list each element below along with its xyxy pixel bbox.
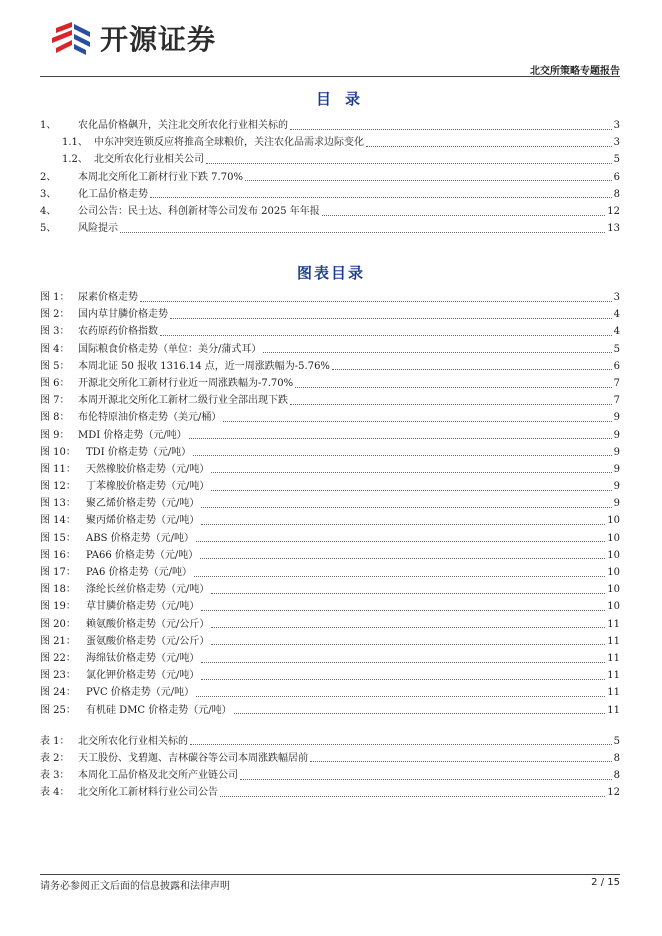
report-type-label: 北交所策略专题报告 (530, 66, 620, 77)
leader-dots (295, 386, 611, 388)
toc-entry-text: 中东冲突连锁反应将推高全球粮价，关注农化品需求边际变化 (94, 137, 364, 149)
leader-dots (150, 196, 612, 198)
figure-number: 图 4： (40, 343, 70, 355)
figure-page: 6 (613, 360, 620, 372)
figure-page: 11 (607, 687, 620, 699)
figure-entry[interactable] (40, 392, 620, 409)
figure-page: 10 (607, 515, 620, 527)
table-entry[interactable] (40, 750, 620, 767)
figure-caption: ABS 价格走势（元/吨） (86, 532, 194, 544)
leader-dots (201, 678, 605, 680)
figure-number: 图 17： (40, 567, 76, 578)
leader-dots (240, 778, 612, 780)
leader-dots (140, 300, 612, 302)
table-caption: 本周化工品价格及北交所产业链公司 (78, 770, 238, 782)
leader-dots (223, 420, 611, 422)
figure-page: 10 (607, 532, 620, 544)
figure-page: 7 (613, 395, 620, 407)
leader-dots (201, 661, 605, 663)
figure-caption: PA66 价格走势（元/吨） (86, 549, 199, 561)
figure-entry[interactable] (40, 581, 620, 598)
table-caption: 天工股份、戈碧迦、吉林碳谷等公司本周涨跌幅居前 (78, 752, 308, 764)
toc-entry[interactable] (40, 169, 620, 186)
figure-caption: 聚乙烯价格走势（元/吨） (86, 498, 200, 510)
figure-entry[interactable] (40, 702, 620, 719)
leader-dots (206, 162, 612, 164)
leader-dots (245, 179, 612, 181)
figure-number: 图 2： (40, 309, 70, 321)
figure-entry[interactable] (40, 633, 620, 650)
figure-entry[interactable] (40, 512, 620, 529)
toc-entry[interactable] (40, 134, 620, 151)
figure-number: 图 13： (40, 498, 76, 510)
figure-number: 图 8： (40, 412, 70, 424)
leader-dots (201, 523, 605, 525)
figure-entry[interactable] (40, 306, 620, 323)
leader-dots (170, 317, 612, 319)
figure-page: 11 (607, 652, 620, 664)
figure-caption: 国际粮食价格走势（单位：美分/蒲式耳） (78, 343, 262, 355)
leader-dots (290, 403, 612, 405)
leader-dots (193, 454, 611, 456)
section-gap (40, 719, 620, 733)
toc-entry-number: 1、 (40, 120, 57, 131)
table-caption: 北交所农化行业相关标的 (78, 735, 188, 747)
figure-page: 11 (607, 704, 620, 716)
figure-entry[interactable] (40, 495, 620, 512)
figure-entry[interactable] (40, 323, 620, 340)
figure-entry[interactable] (40, 667, 620, 684)
figure-number: 图 16： (40, 549, 76, 561)
figure-number: 图 14： (40, 515, 76, 527)
figure-number: 图 24： (40, 687, 76, 699)
figure-caption: 草甘膦价格走势（元/吨） (86, 601, 200, 613)
leader-dots (322, 214, 605, 216)
leader-dots (120, 231, 605, 233)
figure-caption: TDI 价格走势（元/吨） (86, 446, 192, 458)
figure-number: 图 23： (40, 670, 76, 682)
table-page: 8 (613, 770, 620, 782)
table-number: 表 4： (40, 787, 70, 799)
figure-number: 图 6： (40, 377, 70, 389)
figure-page: 9 (613, 498, 620, 510)
figure-number: 图 5： (40, 360, 70, 372)
toc-entry-text: 本周北交所化工新材行业下跌 7.70% (78, 171, 243, 183)
toc-entry-page: 12 (607, 205, 620, 217)
figure-number: 图 25： (40, 704, 76, 716)
figure-page: 11 (607, 618, 620, 630)
leader-dots (211, 489, 611, 491)
toc-entry[interactable] (40, 220, 620, 237)
figure-caption: 聚丙烯价格走势（元/吨） (86, 515, 200, 527)
leader-dots (196, 540, 605, 542)
toc-entry-text: 化工品价格走势 (78, 188, 148, 200)
toc-entry-text: 农化品价格飙升，关注北交所农化行业相关标的 (78, 120, 288, 131)
footer-disclaimer: 请务必参阅正文后面的信息披露和法律声明 (40, 881, 230, 892)
figure-caption: 有机硅 DMC 价格走势（元/吨） (86, 704, 232, 716)
leader-dots (200, 557, 605, 559)
figure-page: 9 (613, 463, 620, 475)
figure-list (40, 289, 620, 801)
figure-entry[interactable] (40, 530, 620, 547)
toc-entry-page: 6 (613, 171, 620, 183)
toc-entry-page: 3 (613, 120, 620, 131)
figure-entry[interactable] (40, 684, 620, 701)
figure-caption: 本周北证 50 报收 1316.14 点，近一周涨跌幅为-5.76% (78, 360, 330, 372)
figure-caption: 氯化钾价格走势（元/吨） (86, 670, 200, 682)
figure-number: 图 1： (40, 292, 70, 303)
figure-entry[interactable] (40, 650, 620, 667)
leader-dots (290, 128, 612, 130)
header-divider (40, 76, 620, 77)
toc-entry-number: 1.1、 (62, 137, 88, 149)
table-number: 表 1： (40, 735, 70, 747)
figure-entry[interactable] (40, 375, 620, 392)
figure-entry[interactable] (40, 289, 620, 306)
table-page: 12 (607, 787, 620, 799)
leader-dots (196, 695, 605, 697)
figure-entry[interactable] (40, 358, 620, 375)
leader-dots (211, 471, 611, 473)
toc-entry-number: 1.2、 (62, 154, 88, 166)
leader-dots (310, 760, 612, 762)
toc-entry[interactable] (40, 151, 620, 168)
toc-entry-number: 2、 (40, 171, 57, 183)
figure-number: 图 7： (40, 395, 70, 407)
figures-title: 图表目录 (296, 264, 365, 282)
leader-dots (211, 643, 605, 645)
figure-page: 9 (613, 481, 620, 493)
table-page: 5 (613, 735, 620, 747)
leader-dots (201, 609, 605, 611)
figure-page: 5 (613, 343, 620, 355)
figure-caption: 赖氨酸价格走势（元/公斤） (86, 618, 210, 630)
leader-dots (160, 334, 612, 336)
company-logo (50, 18, 216, 58)
figure-number: 图 9： (40, 429, 70, 441)
figure-caption: 涤纶长丝价格走势（元/吨） (86, 584, 210, 596)
leader-dots (263, 351, 611, 353)
figure-caption: 丁苯橡胶价格走势（元/吨） (86, 481, 210, 493)
table-entry[interactable] (40, 733, 620, 750)
figure-page: 4 (613, 326, 620, 338)
table-entry[interactable] (40, 767, 620, 784)
leader-dots (234, 712, 606, 714)
figure-caption: 开源北交所化工新材行业近一周涨跌幅为-7.70% (78, 377, 294, 389)
figure-page: 9 (613, 412, 620, 424)
leader-dots (211, 626, 605, 628)
leader-dots (194, 575, 605, 577)
figure-page: 9 (613, 429, 620, 441)
toc-entry-number: 4、 (40, 205, 57, 217)
table-number: 表 2： (40, 752, 70, 764)
figure-entry[interactable] (40, 341, 620, 358)
table-entry[interactable] (40, 784, 620, 801)
figure-number: 图 11： (40, 463, 76, 475)
figure-page: 11 (607, 635, 620, 647)
toc-list (40, 117, 620, 237)
toc-entry-page: 5 (613, 154, 620, 166)
figure-page: 10 (607, 549, 620, 561)
figure-number: 图 10： (40, 446, 76, 458)
figure-caption: 天然橡胶价格走势（元/吨） (86, 463, 210, 475)
figure-number: 图 15： (40, 532, 76, 544)
figure-caption: 农药原药价格指数 (78, 326, 158, 338)
figure-caption: MDI 价格走势（元/吨） (78, 429, 187, 441)
toc-entry-page: 8 (613, 188, 620, 200)
figure-entry[interactable] (40, 409, 620, 426)
leader-dots (201, 506, 611, 508)
toc-entry-page: 13 (607, 223, 620, 235)
toc-entry-text: 风险提示 (78, 223, 118, 235)
toc-entry[interactable] (40, 186, 620, 203)
figure-entry[interactable] (40, 598, 620, 615)
toc-entry-number: 3、 (40, 188, 57, 200)
table-caption: 北交所化工新材料行业公司公告 (78, 787, 218, 799)
figure-page: 4 (613, 309, 620, 321)
figure-page: 3 (613, 292, 620, 303)
figure-caption: 海绵钛价格走势（元/吨） (86, 652, 200, 664)
figure-number: 图 19： (40, 601, 76, 613)
figure-caption: 国内草甘膦价格走势 (78, 309, 168, 321)
toc-entry-text: 公司公告：民士达、科创新材等公司发布 2025 年年报 (78, 205, 320, 217)
figure-number: 图 22： (40, 652, 76, 664)
leader-dots (190, 743, 612, 745)
figure-entry[interactable] (40, 616, 620, 633)
leader-dots (220, 795, 605, 797)
toc-entry-text: 北交所农化行业相关公司 (94, 154, 204, 166)
figure-entry[interactable] (40, 564, 620, 581)
leader-dots (332, 368, 612, 370)
figure-caption: PA6 价格走势（元/吨） (86, 567, 192, 578)
figure-caption: 蛋氨酸价格走势（元/公斤） (86, 635, 210, 647)
page-indicator: 2 / 15 (591, 877, 620, 888)
figure-page: 10 (607, 601, 620, 613)
leader-dots (211, 592, 605, 594)
figure-entry[interactable] (40, 461, 620, 478)
figure-number: 图 20： (40, 618, 76, 630)
figure-entry[interactable] (40, 444, 620, 461)
figure-page: 10 (607, 584, 620, 596)
figure-number: 图 3： (40, 326, 70, 338)
table-page: 8 (613, 752, 620, 764)
toc-entry-page: 3 (613, 137, 620, 149)
figure-page: 10 (607, 567, 620, 578)
toc-entry[interactable] (40, 117, 620, 134)
logo-mark-icon (50, 18, 94, 58)
leader-dots (366, 145, 612, 147)
figure-entry[interactable] (40, 427, 620, 444)
figure-number: 图 18： (40, 584, 76, 596)
toc-entry[interactable] (40, 203, 620, 220)
leader-dots (189, 437, 612, 439)
logo-text: 开源证券 (100, 23, 217, 56)
figure-page: 11 (607, 670, 620, 682)
figure-page: 7 (613, 377, 620, 389)
figure-caption: 本周开源北交所化工新材二级行业全部出现下跌 (78, 395, 288, 407)
figure-number: 图 21： (40, 635, 76, 647)
figure-page: 9 (613, 446, 620, 458)
toc-entry-number: 5、 (40, 223, 57, 235)
figure-entry[interactable] (40, 547, 620, 564)
figure-entry[interactable] (40, 478, 620, 495)
figure-caption: PVC 价格走势（元/吨） (86, 687, 195, 699)
footer-divider (40, 874, 620, 875)
figure-caption: 布伦特原油价格走势（美元/桶） (78, 412, 222, 424)
figure-number: 图 12： (40, 481, 76, 493)
table-number: 表 3： (40, 770, 70, 782)
toc-title: 目录 (315, 90, 374, 108)
figure-caption: 尿素价格走势 (78, 292, 138, 303)
